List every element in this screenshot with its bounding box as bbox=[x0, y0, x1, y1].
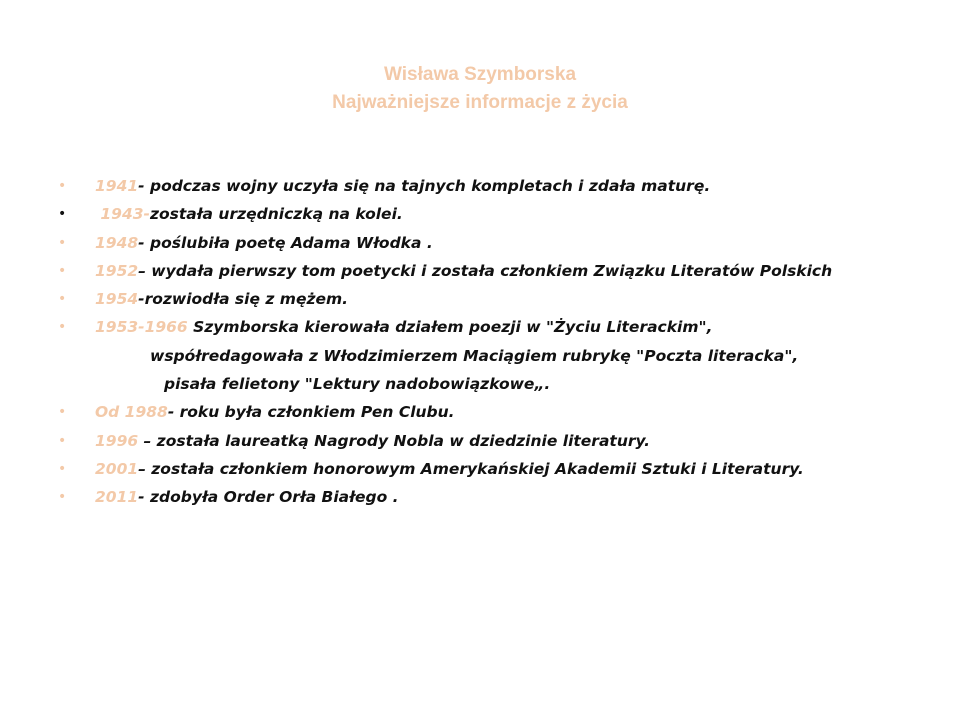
list-item-1996 bbox=[58, 427, 938, 455]
event-text: -rozwiodła się z mężem. bbox=[138, 290, 349, 309]
year-label: 1943- bbox=[95, 205, 150, 224]
bullet-icon: • bbox=[58, 460, 67, 477]
list-item-1953-1966 bbox=[58, 313, 938, 341]
year-label: 1952 bbox=[95, 261, 139, 280]
bullet-icon: • bbox=[58, 234, 67, 251]
list-item-text bbox=[95, 229, 433, 257]
list-item-text bbox=[95, 172, 710, 200]
list-item-continuation bbox=[58, 370, 938, 398]
year-label: 1953-1966 bbox=[95, 318, 188, 337]
bullet-icon: • bbox=[58, 489, 67, 506]
list-item-2001 bbox=[58, 455, 938, 483]
bullet-icon: • bbox=[58, 404, 67, 421]
event-text: - zdobyła Order Orła Białego . bbox=[138, 488, 399, 507]
bullet-icon: • bbox=[58, 262, 67, 279]
event-text: została urzędniczką na kolei. bbox=[149, 205, 403, 224]
list-item-1948 bbox=[58, 229, 938, 257]
list-item-text bbox=[95, 313, 712, 341]
bullet-icon: • bbox=[58, 432, 67, 449]
year-label: Od 1988 bbox=[95, 403, 168, 422]
bullet-icon: • bbox=[58, 206, 67, 223]
list-item-1954 bbox=[58, 285, 938, 313]
event-text: – została laureatką Nagrody Nobla w dziedzinie literatury. bbox=[138, 431, 651, 450]
list-item-text bbox=[95, 200, 403, 228]
list-item-continuation bbox=[58, 342, 938, 370]
bullet-icon: • bbox=[58, 178, 67, 194]
event-text: - podczas wojny uczyła się na tajnych kompletach i zdała maturę. bbox=[138, 177, 711, 195]
list-item-text bbox=[95, 483, 399, 511]
bullet-icon: • bbox=[58, 291, 67, 308]
list-item-text bbox=[95, 455, 804, 483]
list-item-2011 bbox=[58, 483, 938, 511]
bullet-icon: • bbox=[58, 319, 67, 336]
list-item-1943 bbox=[58, 200, 938, 228]
list-item-text bbox=[95, 285, 348, 313]
event-text: Szymborska kierowała działem poezji w "Życiu Literackim", bbox=[187, 318, 713, 337]
event-text: - poślubiła poetę Adama Włodka . bbox=[138, 233, 433, 252]
title-author: Wisława Szymborska bbox=[383, 64, 577, 85]
event-text-continuation: pisała felietony "Lektury nadobowiązkowe„. bbox=[164, 375, 551, 394]
year-label: 1941 bbox=[95, 177, 139, 195]
list-item-text bbox=[95, 427, 650, 455]
event-text: – wydała pierwszy tom poetycki i została członkiem Związku Literatów Polskich bbox=[138, 261, 833, 280]
year-label: 1996 bbox=[95, 431, 139, 450]
bullet-list bbox=[58, 172, 938, 512]
event-text: - roku była członkiem Pen Clubu. bbox=[167, 403, 455, 422]
list-item-text bbox=[95, 398, 455, 426]
event-text-continuation: współredagowała z Włodzimierzem Maciągiem rubrykę "Poczta literacka", bbox=[150, 346, 799, 365]
year-label: 2011 bbox=[95, 488, 139, 507]
year-label: 1948 bbox=[95, 233, 139, 252]
title-subtitle: Najważniejsze informacje z życia bbox=[332, 92, 628, 113]
list-item-text bbox=[95, 257, 832, 285]
list-item-1988 bbox=[58, 398, 938, 426]
event-text: – została członkiem honorowym Amerykańskiej Akademii Sztuki i Literatury. bbox=[138, 459, 804, 478]
list-item-1952 bbox=[58, 257, 938, 285]
list-item-1941 bbox=[58, 172, 938, 200]
slide-title bbox=[0, 61, 960, 117]
year-label: 2001 bbox=[95, 459, 139, 478]
year-label: 1954 bbox=[95, 290, 139, 309]
